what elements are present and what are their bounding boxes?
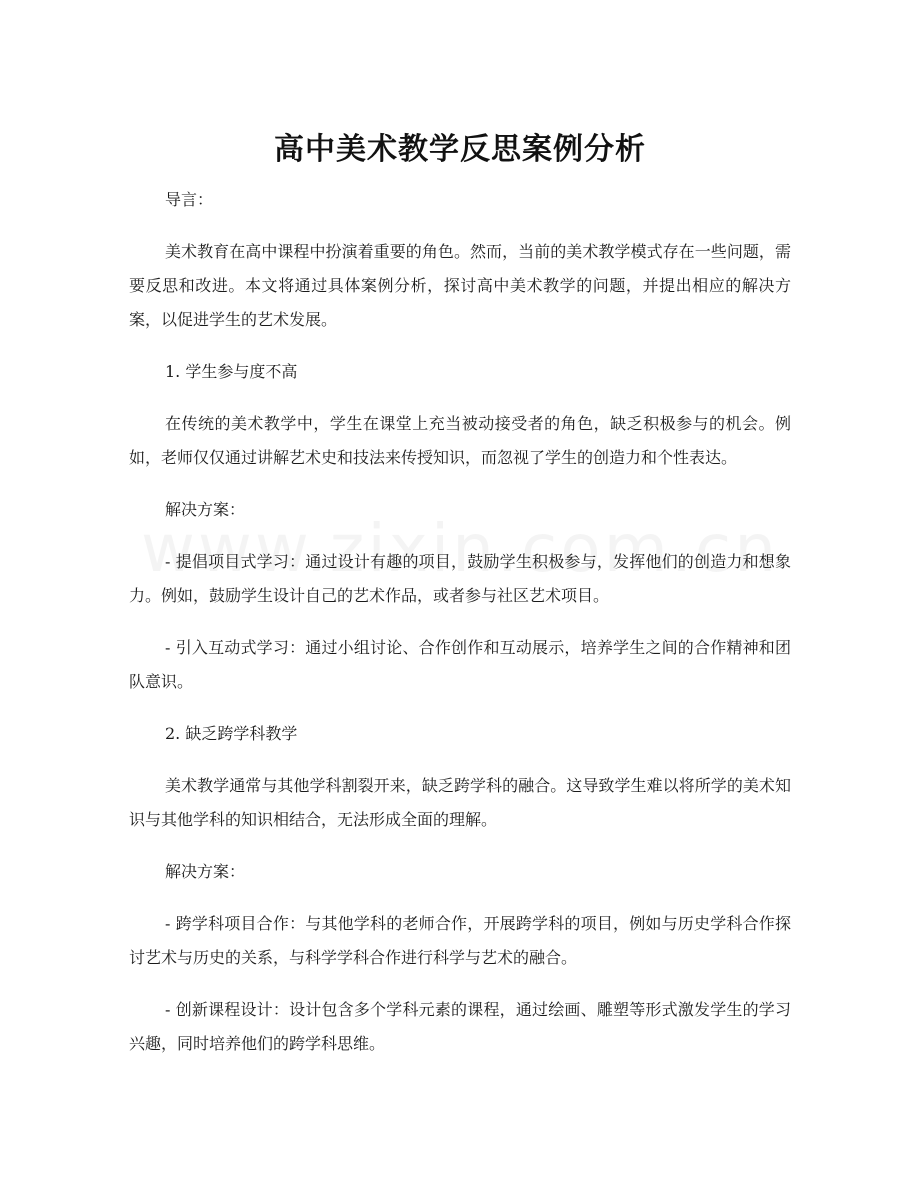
- solution-1-item-1: - 提倡项目式学习：通过设计有趣的项目，鼓励学生积极参与，发挥他们的创造力和想象力。例如，鼓励学生设计自己的艺术作品，或者参与社区艺术项目。: [129, 552, 791, 605]
- solution-heading-1: 解决方案：: [165, 500, 246, 519]
- document-title: 高中美术教学反思案例分析: [274, 132, 646, 168]
- document-body: [129, 183, 791, 1079]
- section-2-paragraph: 美术教学通常与其他学科割裂开来，缺乏跨学科的融合。这导致学生难以将所学的美术知识与其他学科的知识相结合，无法形成全面的理解。: [129, 776, 791, 829]
- solution-2-item-1: - 跨学科项目合作：与其他学科的老师合作，开展跨学科的项目，例如与历史学科合作探讨艺术与历史的关系，与科学学科合作进行科学与艺术的融合。: [129, 914, 791, 967]
- solution-2-item-2: - 创新课程设计：设计包含多个学科元素的课程，通过绘画、雕塑等形式激发学生的学习兴趣，同时培养他们的跨学科思维。: [129, 1000, 791, 1053]
- solution-heading-2: 解决方案：: [165, 862, 246, 881]
- section-1-heading: 1. 学生参与度不高: [165, 362, 298, 381]
- section-2-heading: 2. 缺乏跨学科教学: [165, 724, 298, 743]
- intro-paragraph: 美术教育在高中课程中扮演着重要的角色。然而，当前的美术教学模式存在一些问题，需要反思和改进。本文将通过具体案例分析，探讨高中美术教学的问题，并提出相应的解决方案，以促进学生的艺术发展。: [129, 242, 791, 329]
- solution-1-item-2: - 引入互动式学习：通过小组讨论、合作创作和互动展示，培养学生之间的合作精神和团队意识。: [129, 638, 791, 691]
- section-1-paragraph: 在传统的美术教学中，学生在课堂上充当被动接受者的角色，缺乏积极参与的机会。例如，老师仅仅通过讲解艺术史和技法来传授知识，而忽视了学生的创造力和个性表达。: [129, 414, 791, 467]
- intro-heading: 导言：: [165, 190, 214, 209]
